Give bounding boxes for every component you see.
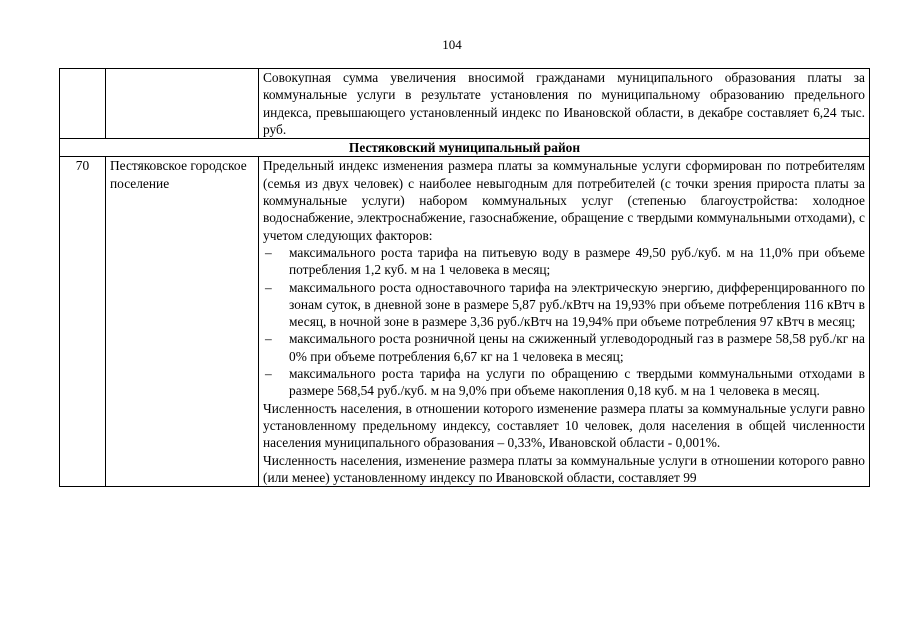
entry-description [259, 157, 870, 487]
entry-number: 70 [60, 157, 106, 487]
dash-bullet: – [265, 366, 272, 382]
factor-text: максимального роста розничной цены на сжиженный углеводородный газ в размере 58,58 руб./кг на 0% при объеме потребления 6,67 кг на 1 человека в месяц; [289, 331, 865, 364]
factor-item [263, 244, 865, 279]
section-header-row [60, 139, 870, 157]
intro-paragraph: Предельный индекс изменения размера платы за коммунальные услуги сформирован по потребителям (семья из двух человек) с наиболее невыгодным для потребителей (с точки зрения прироста платы за коммунальные услуги) набором коммунальных услуг (степенью благоустройства: холодное водоснабжение, электроснабжение, газоснабжение, обращение с твердыми коммунальными отходами), с учетом следующих факторов: [263, 158, 865, 243]
continuation-paragraph: Численность населения, изменение размера платы за коммунальные услуги в отношении которого равно (или менее) установленному индексу по Ивановской области, составляет 99 [263, 452, 865, 485]
factor-item [263, 365, 865, 400]
population-paragraph: Численность населения, в отношении которого изменение размера платы за коммунальные услуги равно установленному предельному индексу, составляет 10 человек, доля населения в общей численности населения муниципального образования – 0,33%, Ивановской области - 0,001%. [263, 400, 865, 451]
summary-text: Совокупная сумма увеличения вносимой гражданами муниципального образования платы за коммунальные услуги в результате установления по муниципальному образованию предельного индекса, превышающего установленный индекс по Ивановской области, в декабре составляет 6,24 тыс. руб. [259, 69, 870, 139]
factor-item [263, 330, 865, 365]
number-cell [60, 69, 106, 139]
entry-name: Пестяковское городское поселение [106, 157, 259, 487]
name-cell [106, 69, 259, 139]
document-table [59, 68, 870, 487]
page-number: 104 [442, 37, 462, 52]
factor-item [263, 279, 865, 331]
factor-text: максимального роста тарифа на услуги по обращению с твердыми коммунальными отходами в размере 568,54 руб./куб. м на 9,0% при объеме накопления 0,18 куб. м на 1 человека в месяц. [289, 366, 865, 399]
section-header: Пестяковский муниципальный район [60, 139, 870, 157]
factor-text: максимального роста одноставочного тарифа на электрическую энергию, дифференцированного по зонам суток, в дневной зоне в размере 5,87 руб./кВтч на 19,93% при объеме потребления 116 кВтч в месяц, в ночной зоне в размере 3,36 руб./кВтч на 19,94% при объеме потребления 97 кВтч в месяц; [289, 279, 865, 330]
dash-bullet: – [265, 244, 272, 260]
table-row [60, 157, 870, 487]
dash-bullet: – [265, 331, 272, 347]
table-row [60, 69, 870, 139]
dash-bullet: – [265, 279, 272, 295]
factor-text: максимального роста тарифа на питьевую воду в размере 49,50 руб./куб. м на 11,0% при объеме потребления 1,2 куб. м на 1 человека в месяц; [289, 244, 865, 278]
